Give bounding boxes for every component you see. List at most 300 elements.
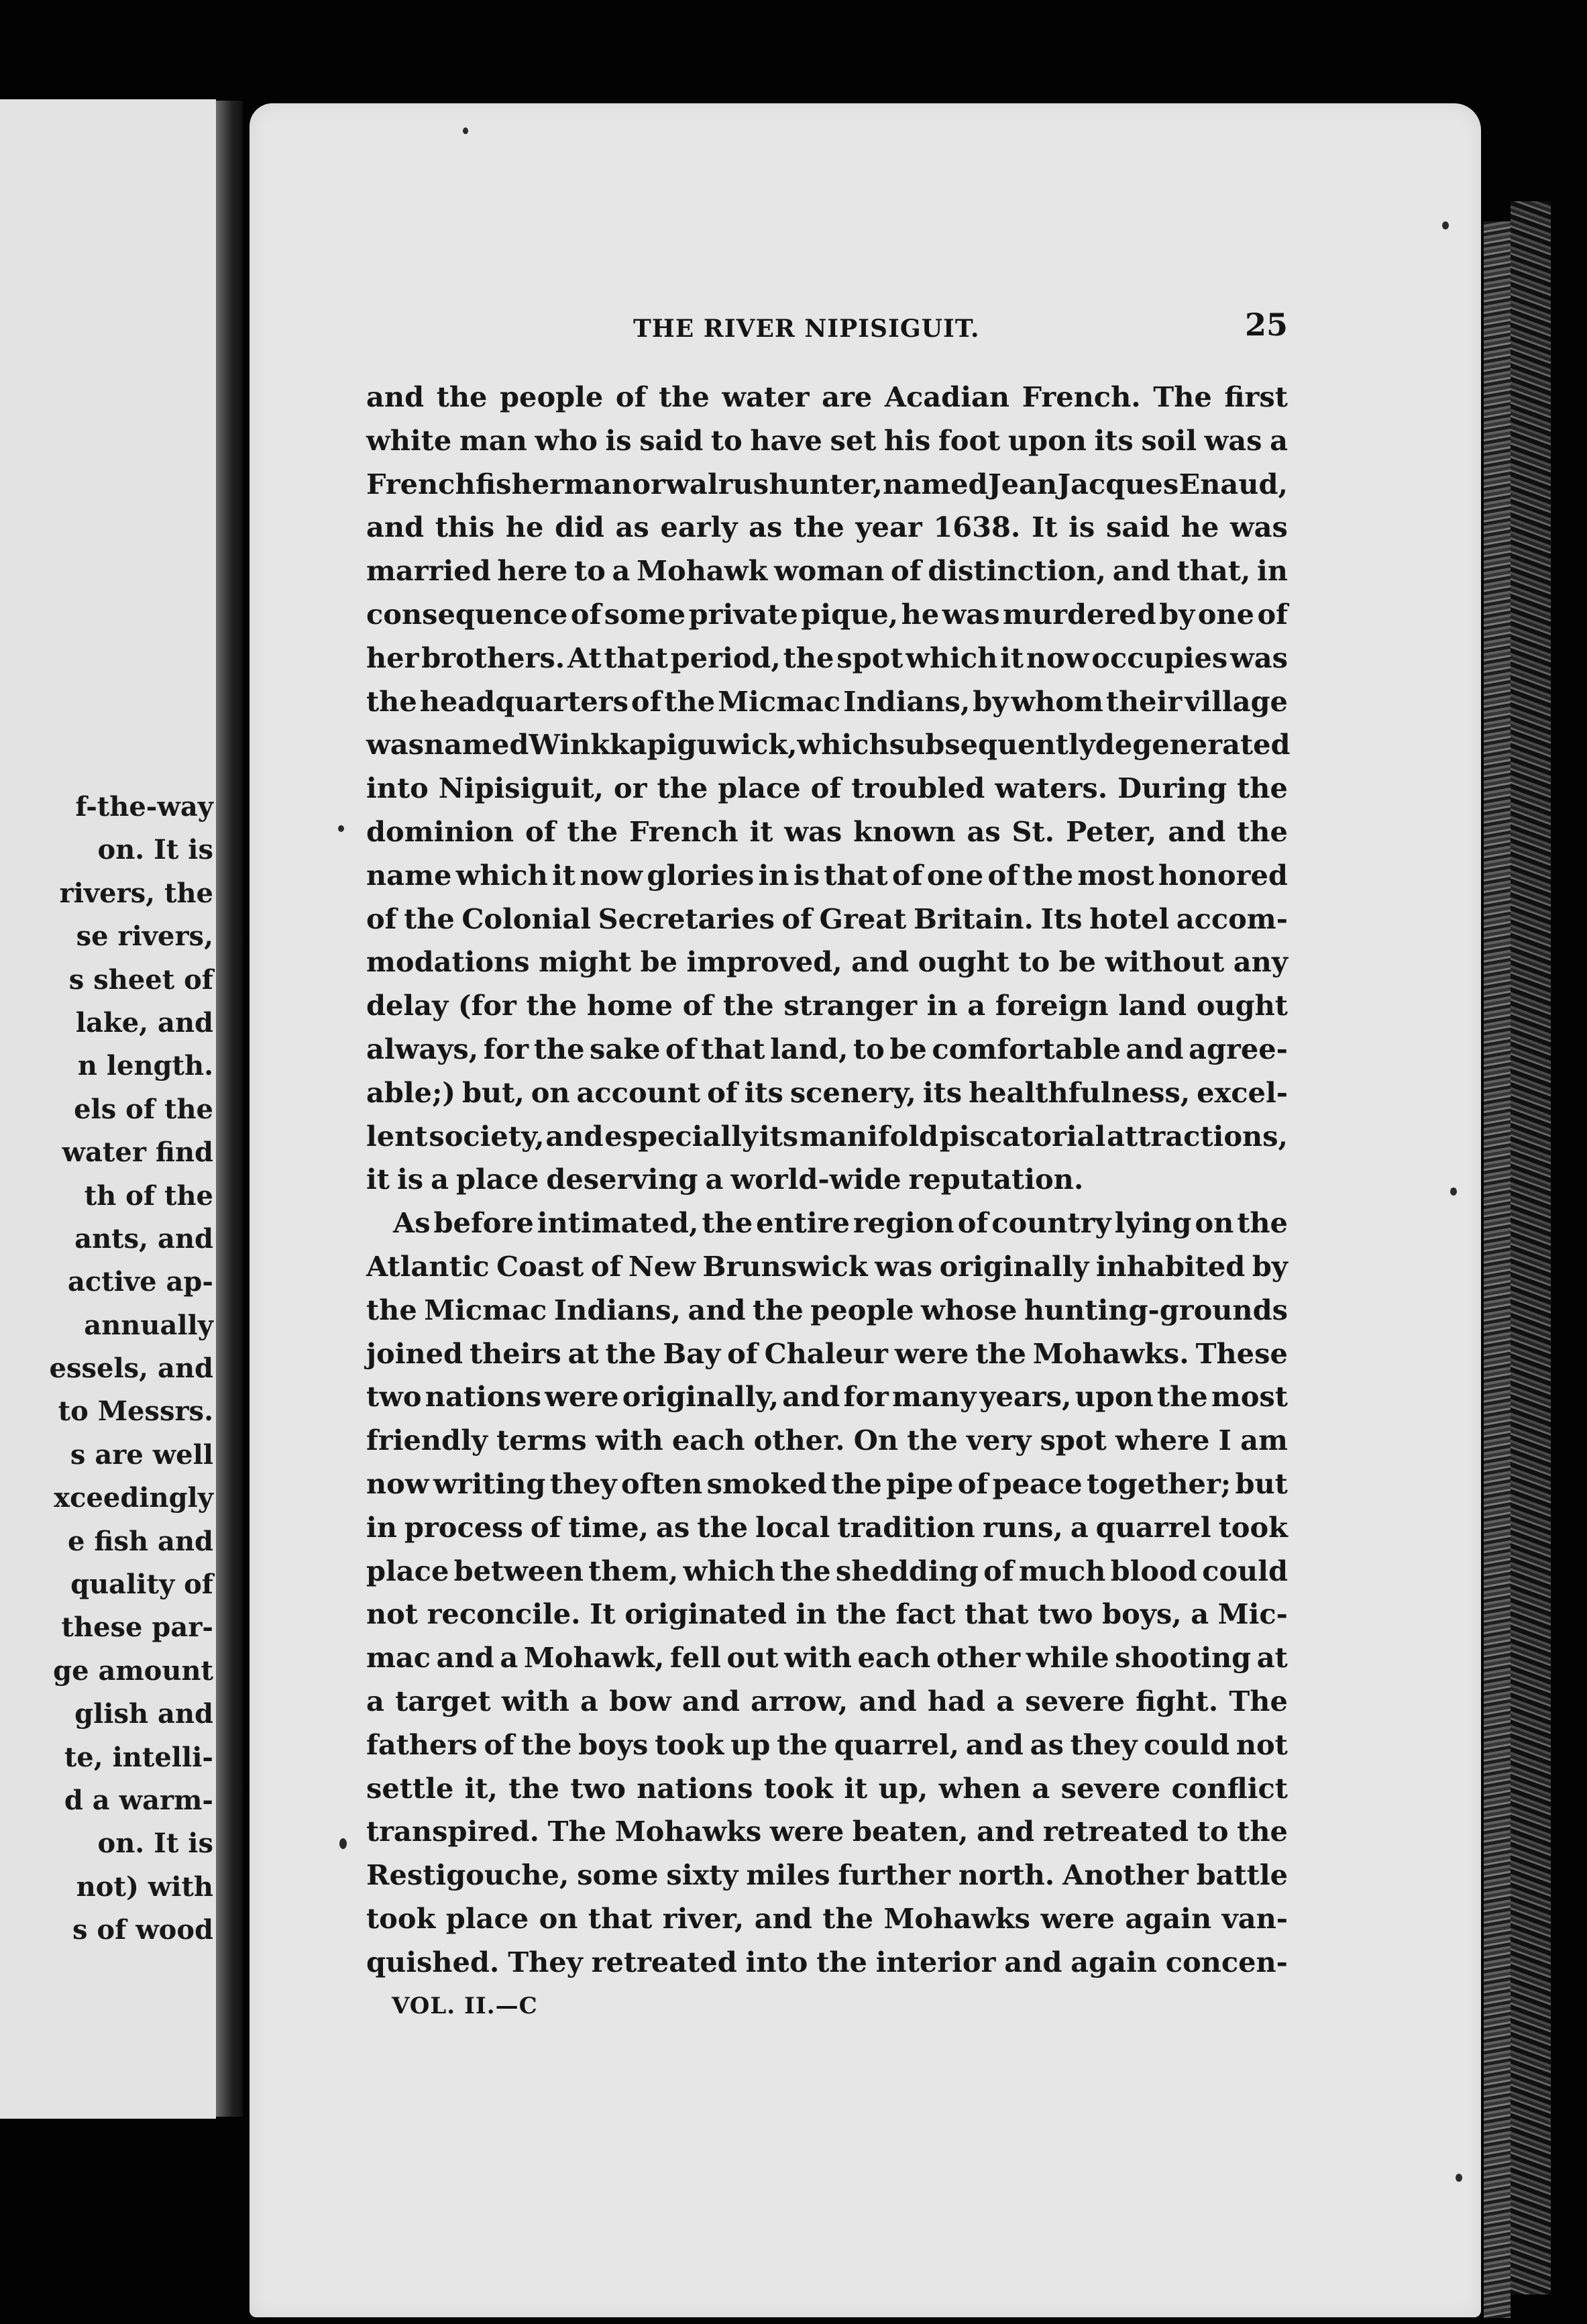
word: for <box>483 1032 529 1065</box>
print-speck <box>339 1838 347 1849</box>
word: of <box>615 380 647 413</box>
word: took <box>366 1901 436 1935</box>
word: During <box>1117 772 1227 805</box>
text-line <box>366 376 1288 419</box>
facing-page-line: glish and <box>74 1698 213 1730</box>
facing-page-line: d a warm- <box>64 1784 213 1816</box>
word: place <box>718 772 801 805</box>
word: as <box>1030 1728 1064 1761</box>
word: Peter, <box>1065 814 1157 848</box>
facing-page-line: active ap- <box>67 1266 213 1298</box>
facing-page-line: s sheet of <box>68 963 213 996</box>
word: reputation. <box>908 1163 1084 1196</box>
word: process <box>404 1510 523 1544</box>
word: much <box>1018 1554 1106 1587</box>
word: is <box>605 423 632 457</box>
word: They <box>508 1945 583 1978</box>
word: and <box>1004 1945 1062 1978</box>
word: the <box>664 684 716 718</box>
word: the <box>975 1336 1026 1370</box>
text-line <box>366 767 1288 810</box>
word: lying <box>1114 1206 1192 1240</box>
word: Nipisiguit, <box>438 772 604 805</box>
word: battle <box>1196 1858 1288 1892</box>
word: I <box>1218 1424 1232 1457</box>
word: to <box>853 1032 885 1065</box>
word: tradition <box>837 1510 975 1544</box>
word: (for <box>457 989 516 1022</box>
text-line <box>366 1506 1288 1550</box>
word: they <box>1070 1728 1138 1761</box>
facing-page-line: th of the <box>84 1179 213 1212</box>
word: fell <box>670 1641 721 1675</box>
page-body <box>366 376 1291 1984</box>
word: upon <box>1075 1380 1154 1414</box>
facing-page-line: on. It is <box>97 834 213 866</box>
word: bow <box>609 1684 671 1718</box>
word: Bay <box>663 1336 721 1370</box>
word: were <box>1040 1901 1115 1935</box>
word: or <box>613 772 647 805</box>
word: of <box>631 684 662 718</box>
word: agree- <box>1189 1032 1288 1065</box>
word: French <box>629 814 738 848</box>
facing-page-line: not) with <box>76 1870 213 1903</box>
word: spot <box>836 641 904 674</box>
facing-page-line: f-the-way <box>75 791 213 823</box>
word: country <box>991 1206 1111 1240</box>
word: most <box>1077 858 1154 892</box>
word: a <box>996 1684 1015 1718</box>
page-block-edge <box>1484 221 1511 2318</box>
word: of <box>781 902 813 935</box>
word: a <box>1191 1597 1209 1631</box>
word: of <box>530 1510 561 1544</box>
word: took <box>1218 1510 1288 1544</box>
word: is <box>793 858 820 892</box>
word: consequence <box>366 597 568 631</box>
word: distinction, <box>928 554 1107 588</box>
word: had <box>927 1684 985 1718</box>
word: as <box>615 511 649 544</box>
word: two <box>366 1380 422 1414</box>
word: man <box>459 423 527 457</box>
word: again <box>1071 1945 1157 1978</box>
word: years, <box>979 1380 1072 1414</box>
word: of <box>570 597 602 631</box>
word: Micmac <box>718 684 841 718</box>
facing-page-line: quality of <box>70 1569 213 1601</box>
word: the <box>521 1728 572 1761</box>
word: Its <box>1040 902 1083 935</box>
word: often <box>620 1467 703 1500</box>
word: first <box>1224 380 1288 413</box>
text-line <box>366 898 1288 941</box>
word: be <box>889 1032 927 1065</box>
word: of <box>1257 597 1288 631</box>
word: named <box>883 467 988 500</box>
word: was <box>784 814 842 848</box>
word: any <box>1233 945 1288 979</box>
word: a <box>612 554 631 588</box>
word: its <box>759 1119 799 1153</box>
word: as <box>749 511 783 544</box>
word: arrow, <box>751 1684 849 1718</box>
word: a <box>366 1684 384 1718</box>
text-line <box>366 1854 1288 1897</box>
word: now <box>1026 641 1089 674</box>
word: manifold <box>800 1119 939 1153</box>
word: it <box>1000 641 1024 674</box>
text-line <box>366 549 1288 593</box>
word: it <box>844 1771 868 1805</box>
word: French <box>366 467 476 500</box>
word: place <box>445 1901 529 1935</box>
word: lent <box>366 1119 428 1153</box>
word: severe <box>1025 1684 1125 1718</box>
word: a <box>431 1163 449 1196</box>
word: the <box>567 814 618 848</box>
word: people <box>500 380 604 413</box>
word: the <box>907 1424 958 1457</box>
word: a <box>705 1163 724 1196</box>
word: with <box>784 1641 852 1675</box>
word: other. <box>753 1424 845 1457</box>
text-line <box>366 463 1288 507</box>
word: time, <box>568 1510 649 1544</box>
word: Britain. <box>913 902 1034 935</box>
word: was <box>1204 423 1262 457</box>
word: the <box>836 1597 887 1631</box>
word: they <box>549 1467 617 1500</box>
word: the <box>526 989 578 1022</box>
word: As <box>393 1206 431 1240</box>
word: runs, <box>982 1510 1063 1544</box>
word: private <box>688 597 798 631</box>
facing-page-line: te, intelli- <box>64 1741 213 1773</box>
text-line <box>366 680 1288 724</box>
word: its <box>744 1075 783 1109</box>
word: but, <box>461 1075 525 1109</box>
text-line <box>366 1550 1288 1593</box>
word: as <box>967 814 1001 848</box>
facing-page-line: s are well <box>70 1438 213 1471</box>
word: into <box>745 1945 808 1978</box>
text-line <box>366 1028 1288 1071</box>
word: north. <box>958 1858 1055 1892</box>
word: always, <box>366 1032 479 1065</box>
word: the <box>657 772 708 805</box>
word: to <box>710 423 743 457</box>
word: sixty <box>666 1858 738 1892</box>
word: intimated, <box>537 1206 699 1240</box>
word: and <box>436 1641 494 1675</box>
word: as <box>656 1510 690 1544</box>
text-line <box>366 1115 1288 1159</box>
word: of <box>891 554 922 588</box>
word: by <box>973 684 1009 718</box>
word: retreated <box>1042 1815 1189 1848</box>
word: in <box>758 858 789 892</box>
word: of <box>957 1206 989 1240</box>
word: which <box>683 1554 775 1587</box>
word: boys, <box>1102 1597 1182 1631</box>
word: of <box>707 1075 738 1109</box>
word: on <box>539 1901 578 1935</box>
word: land, <box>770 1032 849 1065</box>
word: At <box>567 641 602 674</box>
word: of <box>983 1554 1014 1587</box>
word: Restigouche, <box>366 1858 569 1892</box>
word: and <box>1126 1032 1184 1065</box>
word: the <box>783 641 834 674</box>
word: on <box>1195 1206 1234 1240</box>
word: Mohawks <box>883 1901 1031 1935</box>
word: not <box>366 1597 419 1631</box>
word: set <box>830 423 877 457</box>
facing-page-fragment <box>0 99 216 2119</box>
text-line <box>366 1636 1288 1680</box>
text-line <box>366 1680 1288 1724</box>
text-line <box>366 1245 1288 1289</box>
text-line <box>366 1897 1288 1941</box>
word: modations <box>366 945 530 979</box>
word: friendly <box>366 1424 488 1457</box>
word: conflict <box>1171 1771 1288 1805</box>
word: society, <box>429 1119 545 1153</box>
word: it, <box>464 1771 498 1805</box>
word: white <box>366 423 452 457</box>
word: on <box>531 1075 570 1109</box>
word: settle <box>366 1771 454 1805</box>
word: Atlantic <box>366 1249 490 1283</box>
word: miles <box>746 1858 830 1892</box>
word: and <box>1112 554 1170 588</box>
word: and <box>977 1815 1035 1848</box>
word: with <box>501 1684 569 1718</box>
word: that <box>965 1597 1029 1631</box>
word: here <box>497 554 568 588</box>
word: originated <box>624 1597 787 1631</box>
facing-page-line: e fish and <box>68 1525 213 1557</box>
word: shooting <box>1115 1641 1252 1675</box>
facing-page-text <box>0 786 213 1952</box>
word: woman <box>773 554 885 588</box>
word: named <box>423 728 529 761</box>
word: inhabited <box>1095 1249 1246 1283</box>
word: some <box>604 597 686 631</box>
facing-page-line: essels, and <box>49 1353 213 1385</box>
word: stranger <box>783 989 918 1022</box>
word: in <box>926 989 958 1022</box>
word: a <box>1270 423 1288 457</box>
word: was <box>875 1249 933 1283</box>
word: honored <box>1158 858 1288 892</box>
facing-page-line: water find <box>62 1137 213 1169</box>
word: the <box>366 1293 417 1326</box>
word: could <box>1202 1554 1288 1587</box>
word: joined <box>366 1336 463 1370</box>
word: the <box>816 1945 867 1978</box>
text-line <box>366 593 1288 637</box>
facing-page-line: s of wood <box>72 1914 213 1946</box>
word: troubled <box>851 772 985 805</box>
word: very <box>966 1424 1032 1457</box>
word: he <box>505 511 544 544</box>
print-speck <box>1456 2174 1462 2182</box>
word: pipe <box>886 1467 954 1500</box>
word: by <box>1252 1249 1288 1283</box>
word: excel- <box>1197 1075 1288 1109</box>
word: their <box>1105 684 1183 718</box>
word: Mic- <box>1217 1597 1288 1631</box>
word: be <box>1058 945 1097 979</box>
word: of <box>366 902 397 935</box>
word: It <box>590 1597 616 1631</box>
word: boys <box>578 1728 649 1761</box>
word: entire <box>756 1206 850 1240</box>
word: water <box>722 380 810 413</box>
word: one <box>926 858 984 892</box>
word: it <box>552 858 576 892</box>
word: its <box>1094 423 1134 457</box>
word: transpired. <box>366 1815 539 1848</box>
word: of <box>892 858 923 892</box>
word: headquarters <box>419 684 628 718</box>
word: before <box>433 1206 534 1240</box>
word: delay <box>366 989 449 1022</box>
word: the <box>366 684 417 718</box>
word: that <box>604 641 668 674</box>
word: for <box>843 1380 889 1414</box>
word: improved, <box>686 945 842 979</box>
word: two <box>1037 1597 1093 1631</box>
word: without <box>1105 945 1225 979</box>
word: have <box>750 423 822 457</box>
word: that <box>588 1901 653 1935</box>
word: by <box>1159 597 1195 631</box>
word: foreign <box>995 989 1109 1022</box>
word: Brunswick <box>702 1249 868 1283</box>
word: is <box>396 1163 424 1196</box>
word: of <box>810 772 842 805</box>
word: said <box>1105 511 1170 544</box>
word: two <box>570 1771 626 1805</box>
word: the <box>794 511 844 544</box>
word: in <box>796 1597 827 1631</box>
word: many <box>892 1380 977 1414</box>
word: that <box>701 1032 765 1065</box>
word: river, <box>662 1901 745 1935</box>
word: Indians, <box>553 1293 681 1326</box>
word: he <box>901 597 940 631</box>
print-speck <box>1450 1187 1457 1196</box>
word: most <box>1211 1380 1288 1414</box>
word: These <box>1195 1336 1288 1370</box>
page-header <box>633 309 1288 349</box>
text-line <box>366 1724 1288 1767</box>
word: again <box>1125 1901 1212 1935</box>
word: the <box>508 1771 560 1805</box>
word: interior <box>875 1945 996 1978</box>
word: accom- <box>1176 902 1288 935</box>
word: Coast <box>496 1249 584 1283</box>
word: shedding <box>835 1554 979 1587</box>
word: subsequently <box>889 728 1095 761</box>
text-line <box>366 1332 1288 1376</box>
word: the <box>753 1293 804 1326</box>
word: degenerated <box>1095 728 1291 761</box>
word: foot <box>938 423 1001 457</box>
word: known <box>853 814 956 848</box>
word: account <box>576 1075 701 1109</box>
word: Great <box>819 902 907 935</box>
word: occupies <box>1091 641 1228 674</box>
word: murdered <box>1003 597 1156 631</box>
word: early <box>660 511 738 544</box>
word: pique, <box>801 597 899 631</box>
word: 1638. <box>933 511 1021 544</box>
running-head: THE RIVER NIPISIGUIT. <box>633 315 980 343</box>
word: deserving <box>546 1163 698 1196</box>
word: and <box>754 1901 812 1935</box>
word: French. <box>1022 380 1141 413</box>
word: Enaud, <box>1179 467 1288 500</box>
word: The <box>547 1815 607 1848</box>
word: the <box>533 1032 585 1065</box>
word: or <box>632 467 665 500</box>
word: Mohawk <box>637 554 768 588</box>
word: waters. <box>995 772 1108 805</box>
word: writing <box>433 1467 546 1500</box>
word: the <box>1237 1815 1288 1848</box>
facing-page-line: lake, and <box>75 1006 213 1039</box>
word: fathers <box>366 1728 478 1761</box>
word: up <box>730 1728 771 1761</box>
word: sake <box>590 1032 661 1065</box>
word: which <box>797 728 889 761</box>
word: beaten, <box>852 1815 969 1848</box>
word: theirs <box>469 1336 561 1370</box>
word: with <box>595 1424 663 1457</box>
facing-page-line: n length. <box>77 1050 213 1082</box>
text-line <box>366 1289 1288 1332</box>
word: originally <box>939 1249 1089 1283</box>
word: of <box>957 1467 989 1500</box>
word: to <box>573 554 606 588</box>
print-speck <box>338 825 344 832</box>
word: to <box>1018 945 1050 979</box>
word: world-wide <box>730 1163 901 1196</box>
word: Another <box>1062 1858 1189 1892</box>
word: piscatorial <box>939 1119 1106 1153</box>
word: whose <box>921 1293 1018 1326</box>
word: Colonial <box>461 902 592 935</box>
word: be <box>640 945 677 979</box>
word: into <box>366 772 429 805</box>
word: brothers. <box>421 641 565 674</box>
word: attractions, <box>1107 1119 1288 1153</box>
word: her <box>366 641 419 674</box>
word: did <box>555 511 604 544</box>
word: and <box>366 511 425 544</box>
word: he <box>1181 511 1219 544</box>
word: On <box>853 1424 899 1457</box>
word: fact <box>895 1597 956 1631</box>
word: ought <box>918 945 1009 979</box>
word: Chaleur <box>764 1336 888 1370</box>
word: Mohawks <box>614 1815 762 1848</box>
